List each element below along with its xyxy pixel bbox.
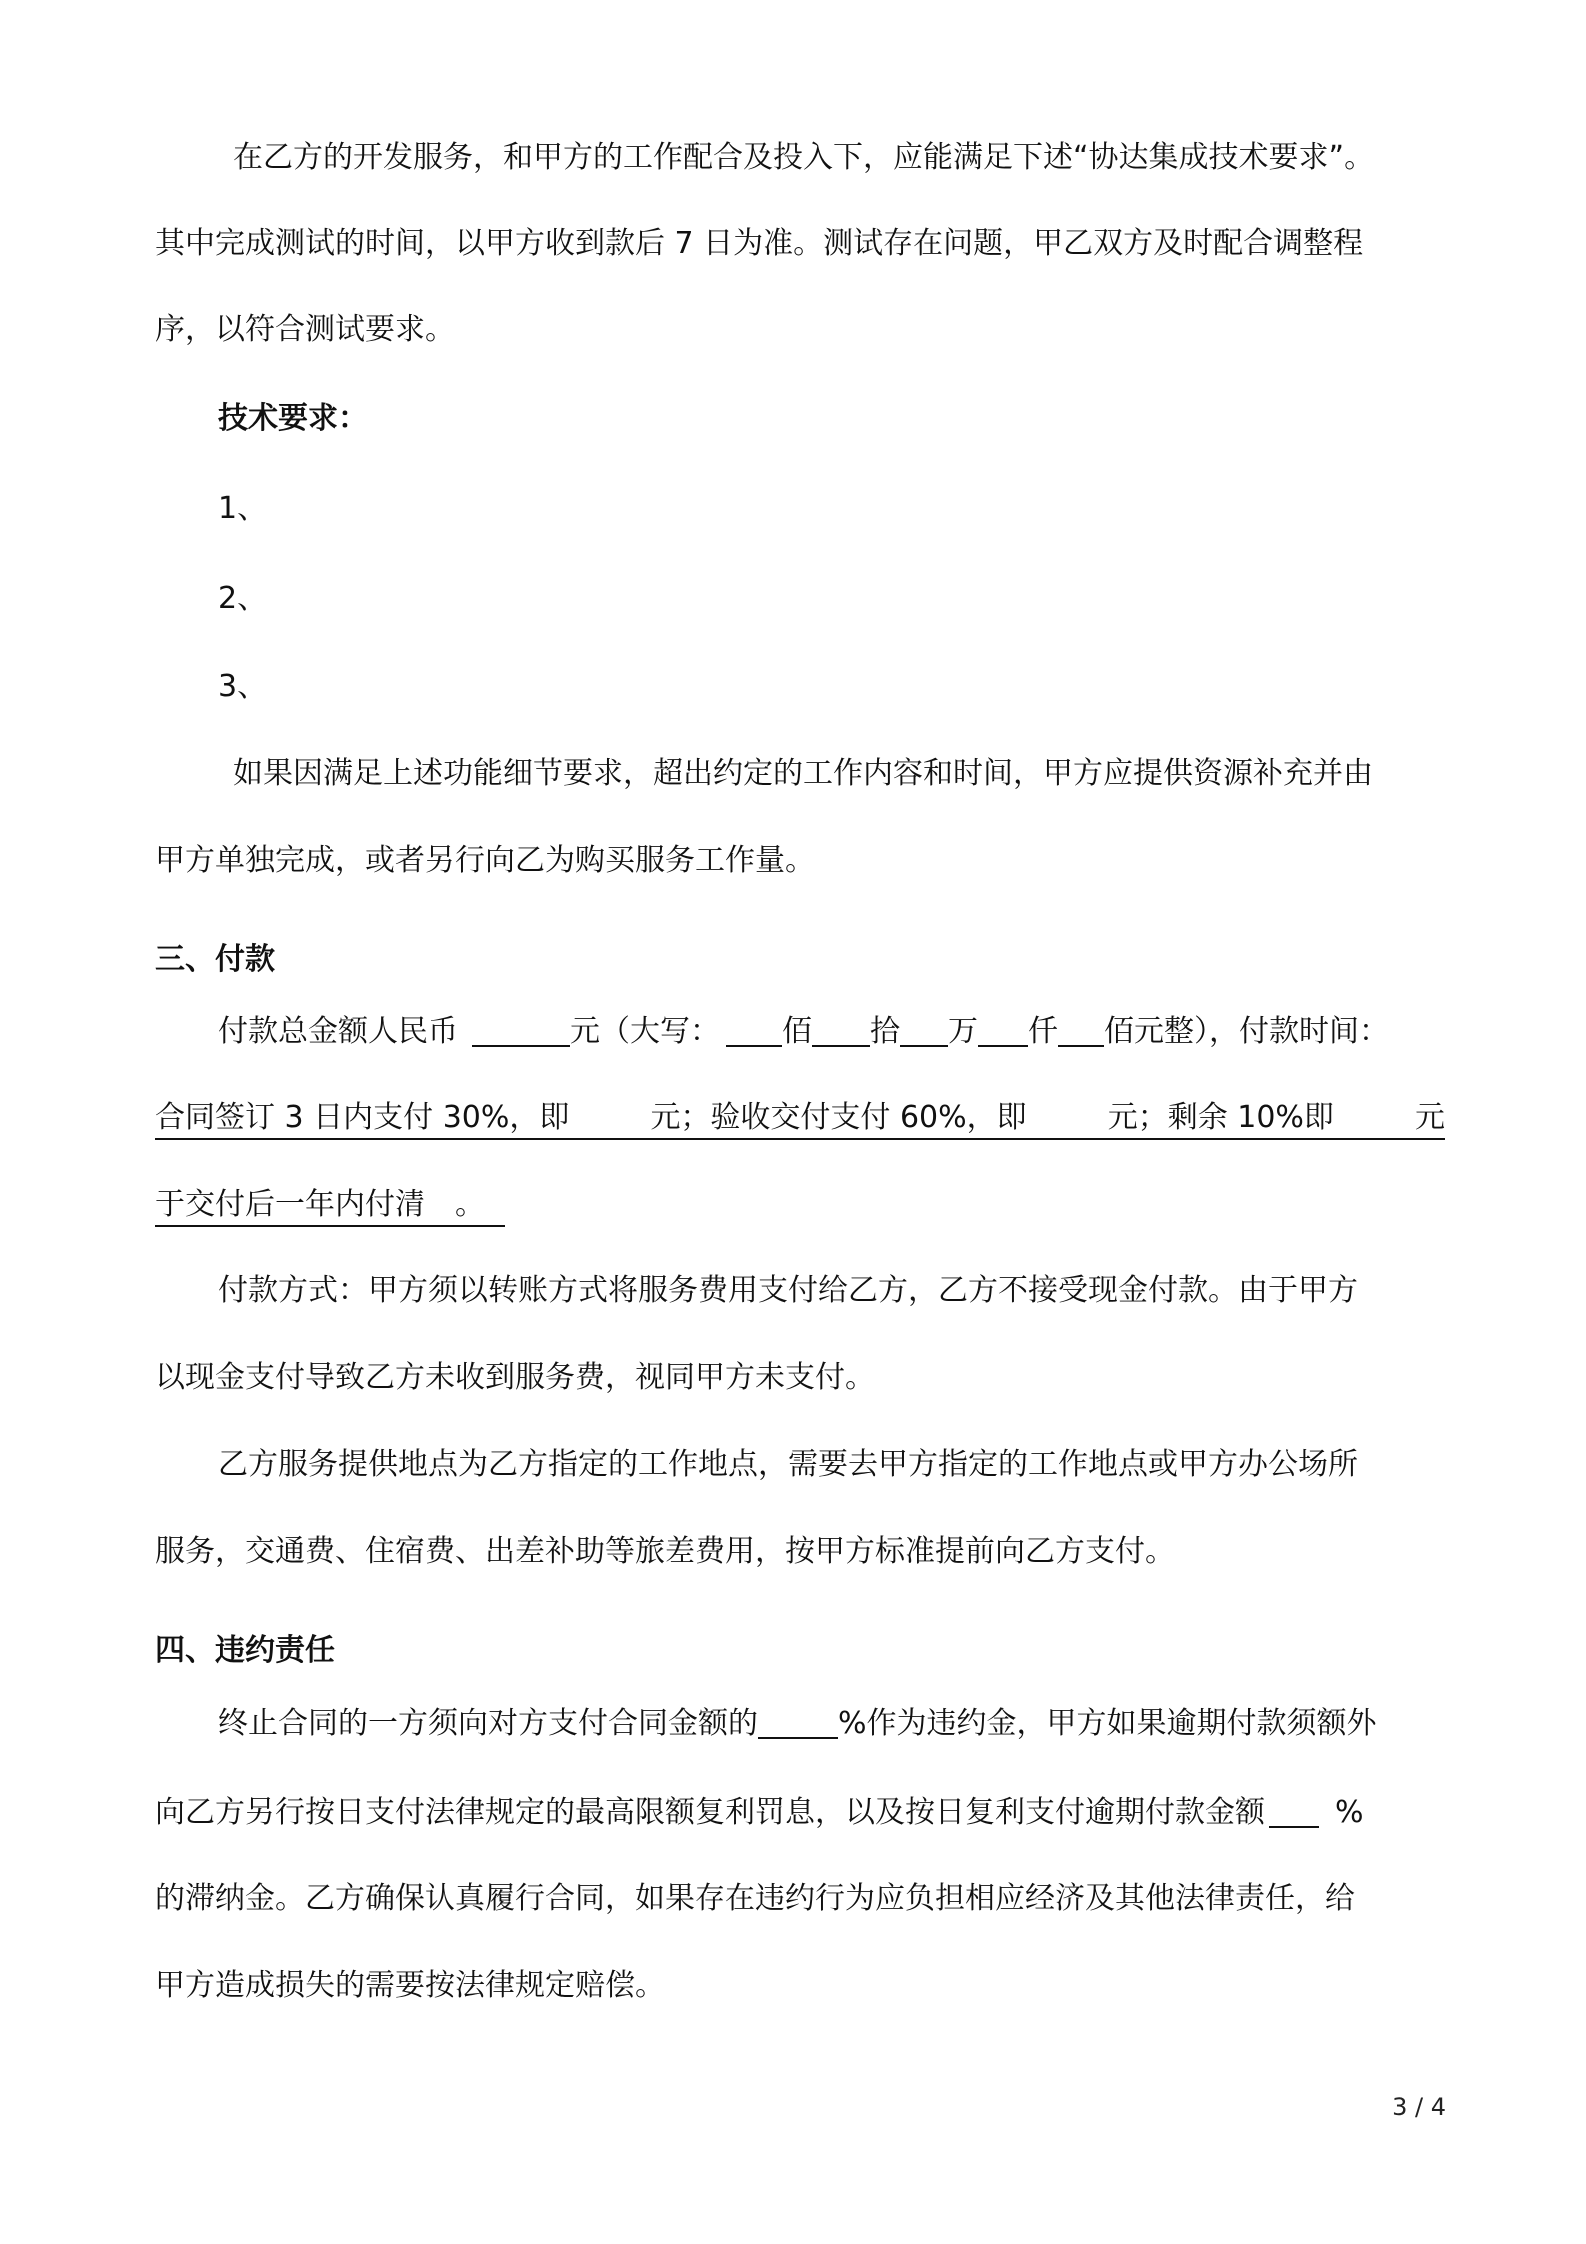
liability-line-3: 的滞纳金。乙方确保认真履行合同，如果存在违约行为应负担相应经济及其他法律责任，给 xyxy=(155,1881,1355,1916)
liability-interest-text: 向乙方另行按日支付法律规定的最高限额复利罚息，以及按日复利支付逾期付款金额 xyxy=(155,1795,1265,1830)
schedule-sign-text: 合同签订 3 日内支付 30%，即 xyxy=(155,1100,570,1135)
payment-method-line-2: 以现金支付导致乙方未收到服务费，视同甲方未支付。 xyxy=(155,1360,875,1395)
extra-work-paragraph-line-2: 甲方单独完成，或者另行向乙为购买服务工作量。 xyxy=(155,843,815,878)
payment-schedule-line-1 xyxy=(155,1096,1445,1140)
intro-paragraph-line-2: 其中完成测试的时间，以甲方收到款后 7 日为准。测试存在问题，甲乙双方及时配合调整程 xyxy=(155,226,1364,261)
schedule-remaining-unit: 元 xyxy=(1415,1100,1445,1135)
schedule-underline-2 xyxy=(155,1225,505,1227)
extra-work-paragraph-line-1: 如果因满足上述功能细节要求，超出约定的工作内容和时间，甲方应提供资源补充并由 xyxy=(233,756,1373,791)
payment-method-line-1: 付款方式：甲方须以转账方式将服务费用支付给乙方，乙方不接受现金付款。由于甲方 xyxy=(218,1273,1358,1308)
schedule-underline-1 xyxy=(155,1138,1445,1140)
amount-tail: 佰元整），付款时间： xyxy=(1104,1014,1389,1049)
amount-label: 付款总金额人民币 xyxy=(218,1014,458,1049)
liability-interest-percent: % xyxy=(1335,1795,1364,1830)
schedule-final-period: 。 xyxy=(455,1187,485,1222)
section-payment-title: 三、付款 xyxy=(155,942,275,977)
payment-amount-line xyxy=(218,1010,1445,1054)
schedule-acceptance-text: 元；验收交付支付 60%，即 xyxy=(650,1100,1027,1135)
penalty-percent-blank xyxy=(758,1705,838,1739)
amount-shi: 拾 xyxy=(870,1014,900,1049)
liability-penalty-text-b: %作为违约金，甲方如果逾期付款须额外 xyxy=(838,1706,1377,1741)
page-number: 3 / 4 xyxy=(1392,2093,1446,2121)
liability-line-4: 甲方造成损失的需要按法律规定赔偿。 xyxy=(155,1968,665,2003)
late-fee-percent-blank xyxy=(1269,1794,1319,1828)
amount-figure-blank xyxy=(472,1013,570,1047)
service-location-line-2: 服务，交通费、住宿费、出差补助等旅差费用，按甲方标准提前向乙方支付。 xyxy=(155,1534,1175,1569)
amount-blank-1 xyxy=(726,1013,782,1047)
liability-line-1 xyxy=(218,1702,1445,1746)
schedule-final-text: 于交付后一年内付清 xyxy=(155,1187,425,1222)
amount-wan: 万 xyxy=(948,1014,978,1049)
tech-requirement-item-2: 2、 xyxy=(218,581,268,616)
amount-bai-1: 佰 xyxy=(782,1014,812,1049)
schedule-remaining-text: 元；剩余 10%即 xyxy=(1107,1100,1334,1135)
tech-requirements-title: 技术要求： xyxy=(218,401,368,436)
amount-blank-4 xyxy=(978,1013,1028,1047)
intro-paragraph-line-3: 序，以符合测试要求。 xyxy=(155,312,455,347)
intro-paragraph-line-1: 在乙方的开发服务，和甲方的工作配合及投入下，应能满足下述“协达集成技术要求”。 xyxy=(233,140,1375,175)
section-liability-title: 四、违约责任 xyxy=(155,1633,335,1668)
amount-blank-2 xyxy=(812,1013,870,1047)
service-location-line-1: 乙方服务提供地点为乙方指定的工作地点，需要去甲方指定的工作地点或甲方办公场所 xyxy=(218,1447,1358,1482)
tech-requirement-item-3: 3、 xyxy=(218,669,268,704)
amount-unit: 元（大写： xyxy=(570,1014,720,1049)
liability-penalty-text-a: 终止合同的一方须向对方支付合同金额的 xyxy=(218,1706,758,1741)
amount-qian: 仟 xyxy=(1028,1014,1058,1049)
payment-schedule-line-2 xyxy=(155,1183,1445,1227)
tech-requirement-item-1: 1、 xyxy=(218,491,268,526)
amount-blank-5 xyxy=(1058,1013,1104,1047)
liability-line-2 xyxy=(155,1791,1445,1835)
amount-blank-3 xyxy=(900,1013,948,1047)
